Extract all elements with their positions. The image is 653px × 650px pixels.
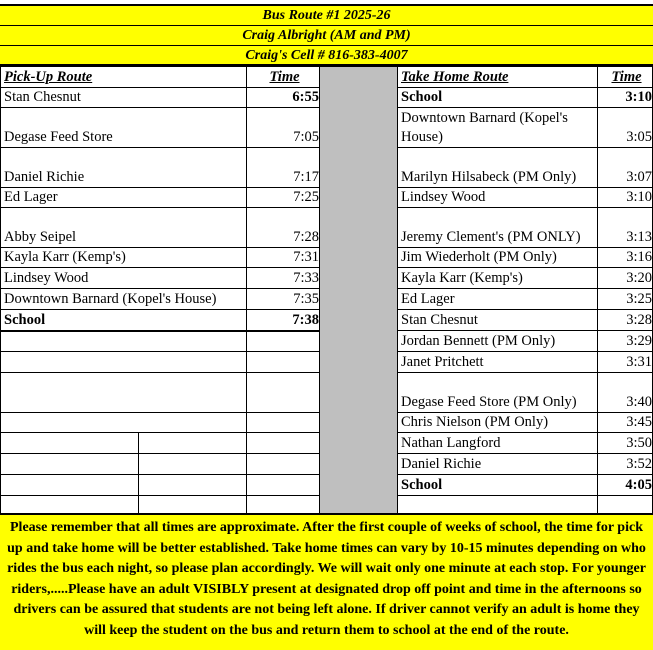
pickup-heading: Pick-Up Route [1, 67, 247, 88]
takehome-stop: Degase Feed Store (PM Only) [398, 373, 598, 413]
takehome-time: 3:10 [598, 188, 653, 208]
pickup-empty-cell [139, 454, 247, 475]
pickup-stop: Downtown Barnard (Kopel's House) [1, 289, 247, 310]
pickup-empty-cell [247, 433, 320, 454]
pickup-time: 7:25 [247, 188, 320, 208]
pickup-empty-cell [247, 331, 320, 352]
takehome-stop: Nathan Langford [398, 433, 598, 454]
pickup-time: 6:55 [247, 88, 320, 108]
pickup-stop: Degase Feed Store [1, 108, 247, 148]
takehome-stop: Jeremy Clement's (PM ONLY) [398, 208, 598, 248]
pickup-empty-cell [1, 454, 139, 475]
takehome-empty-cell [598, 496, 653, 514]
pickup-empty-cell [139, 496, 247, 514]
takehome-time: 4:05 [598, 475, 653, 496]
pickup-empty-cell [247, 373, 320, 413]
pickup-time: 7:28 [247, 208, 320, 248]
pickup-stop: Stan Chesnut [1, 88, 247, 108]
takehome-time: 3:10 [598, 88, 653, 108]
takehome-stop: Ed Lager [398, 289, 598, 310]
pickup-time: 7:38 [247, 310, 320, 331]
driver-name: Craig Albright (AM and PM) [0, 25, 653, 45]
takehome-stop: Kayla Karr (Kemp's) [398, 268, 598, 289]
pickup-time: 7:17 [247, 148, 320, 188]
gray-divider [320, 67, 398, 514]
takehome-stop: Daniel Richie [398, 454, 598, 475]
pickup-empty-cell [1, 373, 247, 413]
pickup-empty-cell [1, 352, 247, 373]
takehome-time: 3:20 [598, 268, 653, 289]
pickup-empty-cell [247, 352, 320, 373]
takehome-time: 3:16 [598, 248, 653, 268]
pickup-empty-cell [247, 496, 320, 514]
pickup-stop: Lindsey Wood [1, 268, 247, 289]
takehome-time: 3:52 [598, 454, 653, 475]
takehome-stop: Stan Chesnut [398, 310, 598, 331]
notice-text: Please remember that all times are approximate. After the first couple of weeks of school, the time for pick up and take home will be better established. Take home times can vary by 10-15 minutes depending on who rides the bus each night, so please plan accordingly. We will wait only one minute at each stop. For younger riders,.....Please have an adult VISIBLY present at designated drop off point and time in the afternoons so drivers can be assured that students are not being left alone. If driver cannot verify an adult is home they will keep the student on the bus and return them to school at the end of the route. [0, 514, 653, 650]
pickup-empty-cell [139, 433, 247, 454]
route-title: Bus Route #1 2025-26 [0, 4, 653, 25]
takehome-stop: Marilyn Hilsabeck (PM Only) [398, 148, 598, 188]
pickup-empty-cell [1, 496, 139, 514]
pickup-empty-cell [1, 433, 139, 454]
pickup-time-heading: Time [247, 67, 320, 88]
pickup-stop: Kayla Karr (Kemp's) [1, 248, 247, 268]
takehome-time: 3:25 [598, 289, 653, 310]
takehome-heading: Take Home Route [398, 67, 598, 88]
takehome-time: 3:28 [598, 310, 653, 331]
driver-cell: Craig's Cell # 816-383-4007 [0, 45, 653, 66]
takehome-time: 3:05 [598, 108, 653, 148]
takehome-stop: School [398, 88, 598, 108]
takehome-stop: Jordan Bennett (PM Only) [398, 331, 598, 352]
takehome-stop: Chris Nielson (PM Only) [398, 413, 598, 433]
takehome-time-heading: Time [598, 67, 653, 88]
table-header-row [1, 67, 653, 88]
pickup-stop: Abby Seipel [1, 208, 247, 248]
pickup-time: 7:35 [247, 289, 320, 310]
takehome-time: 3:31 [598, 352, 653, 373]
route-table [0, 66, 653, 514]
takehome-time: 3:40 [598, 373, 653, 413]
pickup-time: 7:05 [247, 108, 320, 148]
pickup-empty-cell [1, 331, 247, 352]
takehome-time: 3:07 [598, 148, 653, 188]
takehome-stop: Downtown Barnard (Kopel's House) [398, 108, 598, 148]
pickup-empty-cell [1, 475, 139, 496]
pickup-empty-cell [247, 413, 320, 433]
pickup-empty-cell [247, 475, 320, 496]
takehome-stop: Lindsey Wood [398, 188, 598, 208]
pickup-time: 7:31 [247, 248, 320, 268]
pickup-empty-cell [139, 475, 247, 496]
takehome-stop: Janet Pritchett [398, 352, 598, 373]
pickup-empty-cell [247, 454, 320, 475]
takehome-stop: School [398, 475, 598, 496]
takehome-time: 3:50 [598, 433, 653, 454]
pickup-time: 7:33 [247, 268, 320, 289]
pickup-stop: School [1, 310, 247, 331]
takehome-empty-cell [398, 496, 598, 514]
takehome-time: 3:29 [598, 331, 653, 352]
pickup-empty-cell [1, 413, 247, 433]
pickup-stop: Ed Lager [1, 188, 247, 208]
pickup-stop: Daniel Richie [1, 148, 247, 188]
route-table-wrap [0, 66, 653, 514]
takehome-time: 3:13 [598, 208, 653, 248]
takehome-stop: Jim Wiederholt (PM Only) [398, 248, 598, 268]
takehome-time: 3:45 [598, 413, 653, 433]
